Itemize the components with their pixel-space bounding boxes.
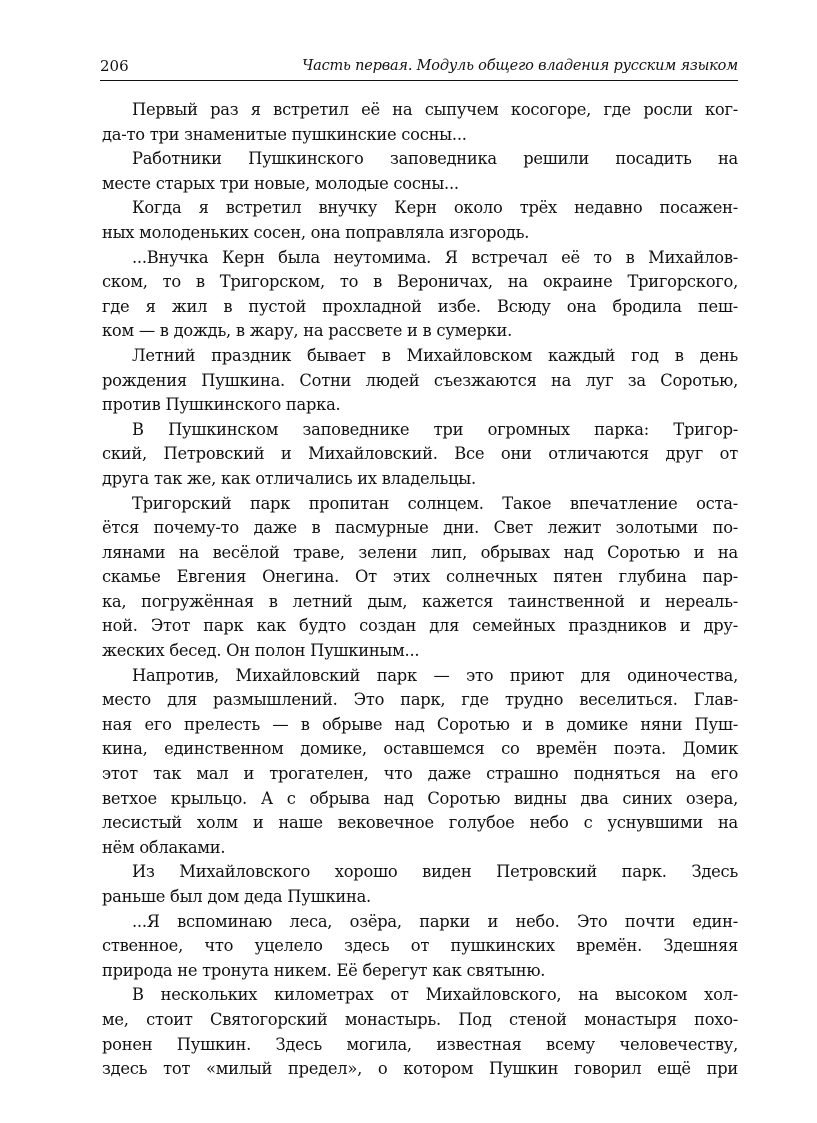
text-line: ётся почему-то даже в пасмурные дни. Свет лежит золотыми по- (102, 518, 738, 538)
text-line: жеских бесед. Он полон Пушкиным... (102, 641, 420, 661)
text-line: Когда я встретил внучку Керн около трёх недавно посажен- (132, 198, 738, 218)
text-line: ком — в дождь, в жару, на рассвете и в сумерки. (102, 321, 512, 341)
text-line: природа не тронута никем. Её берегут как святыню. (102, 960, 546, 980)
text-line: лянами на весёлой траве, зелени лип, обрывах над Соротью и на (102, 542, 738, 562)
text-line: Первый раз я встретил её на сыпучем косогоре, где росли ког- (132, 100, 738, 119)
text-line: Тригорский парк пропитан солнцем. Такое впечатление оста- (132, 493, 738, 513)
text-line: месте старых три новые, молодые сосны... (102, 173, 459, 193)
text-line: раньше был дом деда Пушкина. (102, 887, 371, 906)
paragraph (102, 196, 738, 245)
text-line: Из Михайловского хорошо виден Петровский парк. Здесь (132, 862, 738, 882)
text-line: ветхое крыльцо. А с обрыва над Соротью видны два синих озера, (102, 788, 738, 808)
header-divider (100, 80, 738, 81)
text-line: ной. Этот парк как будто создан для семейных праздников и дру- (102, 616, 738, 636)
text-line: ственное, что уцелело здесь от пушкинских времён. Здешняя (102, 936, 738, 956)
paragraph (102, 246, 738, 344)
text-line: этот так мал и трогателен, что даже страшно подняться на его (102, 764, 738, 784)
text-line: ском, то в Тригорском, то в Вероничах, на окраине Тригорского, (102, 272, 738, 292)
paragraph (102, 860, 738, 909)
paragraph (102, 98, 738, 147)
text-line: ронен Пушкин. Здесь могила, известная всему человечеству, (102, 1034, 738, 1054)
text-line: ме, стоит Святогорский монастырь. Под стеной монастыря похо- (102, 1009, 738, 1029)
paragraph (102, 147, 738, 196)
text-line: ...Внучка Керн была неутомима. Я встречал её то в Михайлов- (132, 247, 738, 267)
text-line: кина, единственном домике, оставшемся со времён поэта. Домик (102, 739, 738, 759)
running-title: Часть первая. Модуль общего владения русским языком (302, 58, 738, 74)
text-line: ка, погружённая в летний дым, кажется таинственной и нереаль- (102, 591, 738, 611)
paragraph (102, 344, 738, 418)
paragraph (102, 983, 738, 1081)
text-line: ский, Петровский и Михайловский. Все они отличаются друг от (102, 444, 738, 464)
text-line: ...Я вспоминаю леса, озёра, парки и небо. Это почти един- (132, 911, 738, 931)
text-line: Работники Пушкинского заповедника решили посадить на (132, 149, 738, 169)
paragraph (102, 492, 738, 664)
text-line: нём облаками. (102, 837, 226, 857)
text-line: лесистый холм и наше вековечное голубое небо с уснувшими на (102, 813, 738, 833)
text-line: против Пушкинского парка. (102, 395, 341, 415)
text-line: Летний праздник бывает в Михайловском каждый год в день (132, 345, 738, 365)
text-line: да-то три знаменитые пушкинские сосны... (102, 124, 467, 144)
text-line: В Пушкинском заповеднике три огромных парка: Тригор- (132, 419, 738, 439)
body-text (102, 98, 738, 1082)
paragraph (102, 664, 738, 861)
page-number: 206 (100, 57, 129, 75)
text-line: место для размышлений. Это парк, где трудно веселиться. Глав- (102, 690, 738, 710)
text-line: В нескольких километрах от Михайловского, на высоком хол- (132, 985, 738, 1005)
text-line: ная его прелесть — в обрыве над Соротью и в домике няни Пуш- (102, 714, 738, 734)
paragraph (102, 418, 738, 492)
text-line: Напротив, Михайловский парк — это приют для одиночества, (132, 665, 738, 685)
text-line: здесь тот «милый предел», о котором Пушкин говорил ещё при (102, 1059, 738, 1079)
text-line: где я жил в пустой прохладной избе. Всюду она бродила пеш- (102, 296, 738, 316)
text-line: ных молоденьких сосен, она поправляла изгородь. (102, 222, 530, 242)
paragraph (102, 910, 738, 984)
text-line: рождения Пушкина. Сотни людей съезжаются на луг за Соротью, (102, 370, 738, 390)
text-line: скамье Евгения Онегина. От этих солнечных пятен глубина пар- (102, 567, 738, 587)
page-header (100, 56, 738, 80)
text-line: друга так же, как отличались их владельцы. (102, 468, 476, 488)
